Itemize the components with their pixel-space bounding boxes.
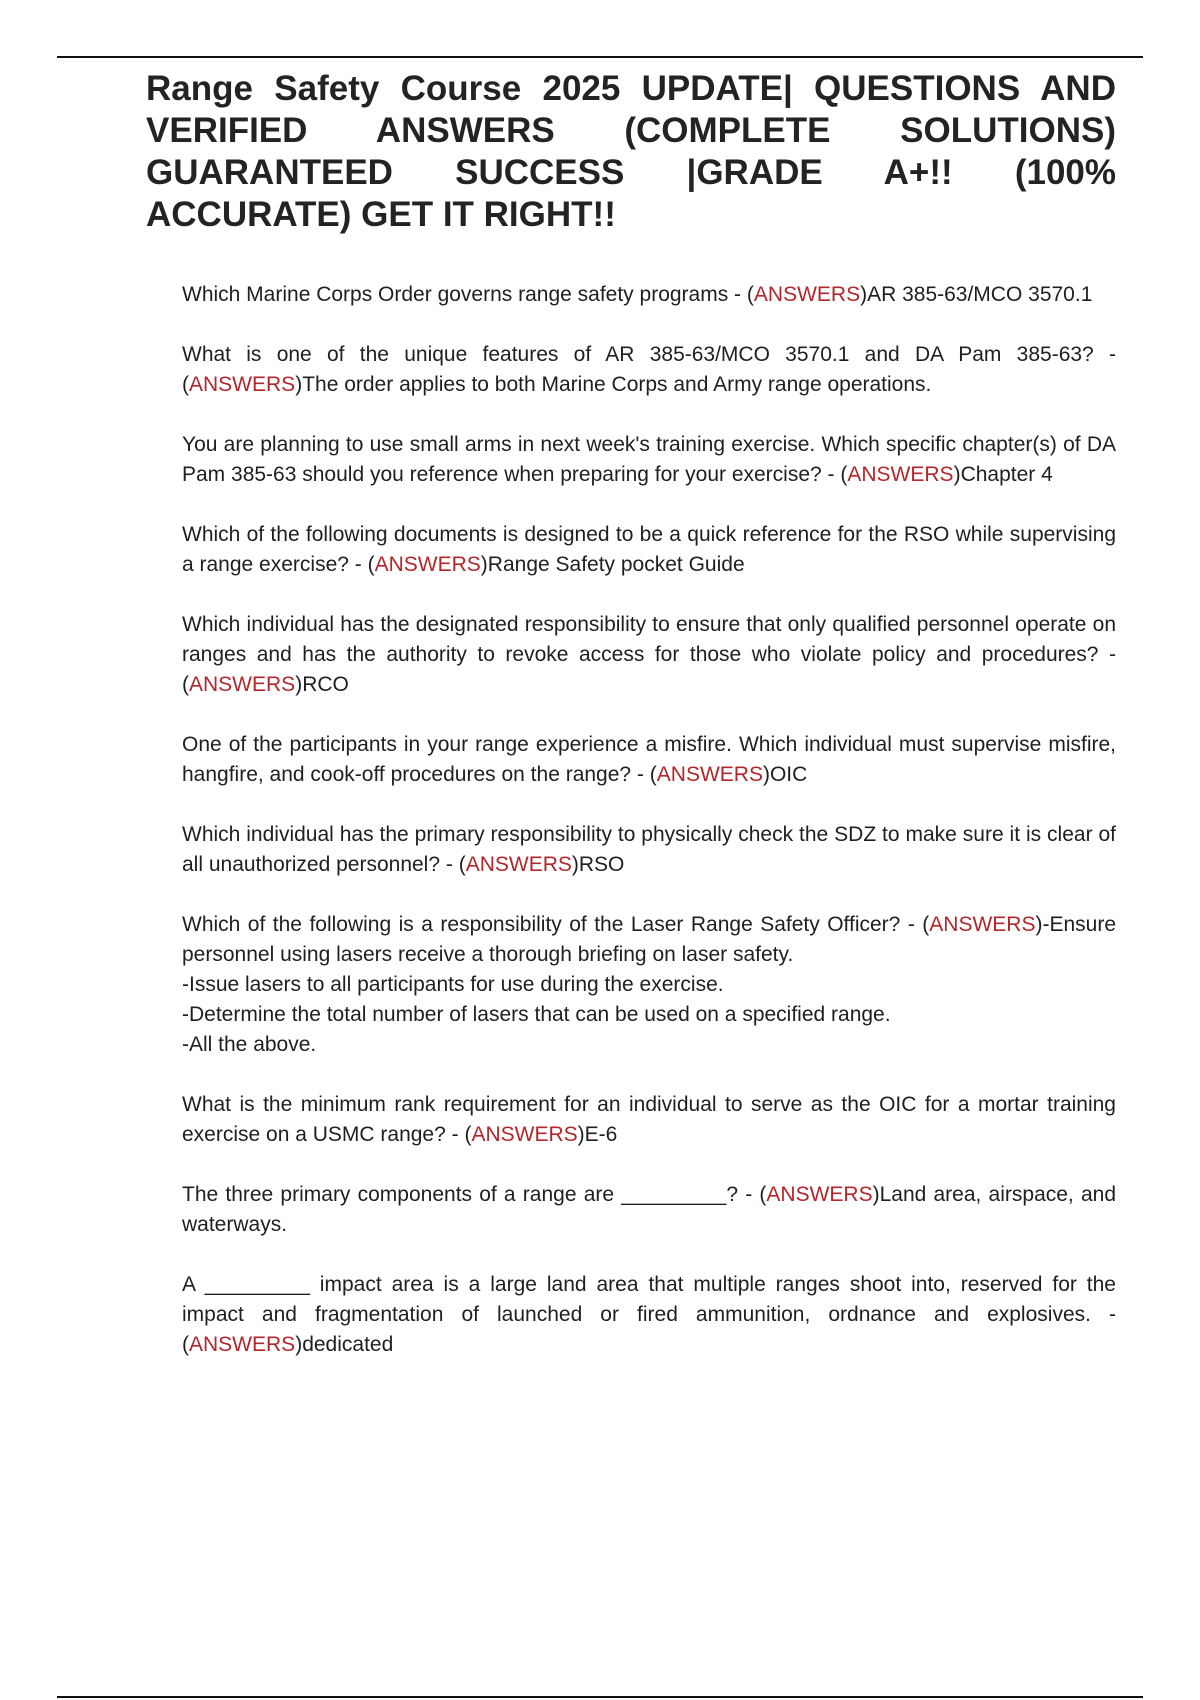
answer-text: dedicated — [302, 1333, 394, 1356]
answer-text: OIC — [769, 763, 808, 786]
answer-marker: (ANSWERS) — [649, 763, 770, 786]
answer-option: -All the above. — [182, 1033, 317, 1056]
qa-item — [182, 340, 1116, 400]
answer-label: ANSWERS — [189, 673, 296, 696]
document-title: Range Safety Course 2025 UPDATE| QUESTIONS AND VERIFIED ANSWERS (COMPLETE SOLUTIONS) GUARANTEED SUCCESS |GRADE A+!! (100% ACCURATE) GET IT RIGHT!! — [146, 69, 1116, 234]
question-text: You are planning to use small arms in next week's training exercise. Which specific chapter(s) of DA Pam 385-63 should you reference when preparing for your exercise? - — [182, 433, 1116, 486]
qa-item — [182, 1180, 1116, 1240]
qa-item — [182, 280, 1116, 310]
answer-label: ANSWERS — [189, 1333, 296, 1356]
answer-option: -Issue lasers to all participants for use during the exercise. — [182, 973, 724, 996]
question-text: Which individual has the primary responsibility to physically check the SDZ to make sure it is clear of all unauthorized personnel? - — [182, 823, 1116, 876]
answer-marker: (ANSWERS) — [759, 1183, 880, 1206]
question-text: Which of the following documents is designed to be a quick reference for the RSO while supervising a range exercise? - — [182, 523, 1116, 576]
answer-text: RSO — [578, 853, 625, 876]
answer-text: AR 385-63/MCO 3570.1 — [867, 283, 1093, 306]
answer-label: ANSWERS — [471, 1123, 578, 1146]
qa-item — [182, 610, 1116, 700]
question-text: A _________ impact area is a large land area that multiple ranges shoot into, reserved for the impact and fragmentation of launched or fired ammunition, ordnance and explosives. - — [182, 1273, 1116, 1326]
answer-label: ANSWERS — [929, 913, 1036, 936]
answer-marker: (ANSWERS) — [182, 1333, 303, 1356]
answer-label: ANSWERS — [656, 763, 763, 786]
answer-text: RCO — [302, 673, 349, 696]
answer-text: The order applies to both Marine Corps and Army range operations. — [302, 373, 932, 396]
question-text: The three primary components of a range are _________? - — [182, 1183, 760, 1206]
answer-label: ANSWERS — [753, 283, 861, 306]
answer-label: ANSWERS — [766, 1183, 873, 1206]
qa-item — [182, 1090, 1116, 1150]
bottom-rule — [57, 1696, 1143, 1698]
question-text: Which of the following is a responsibility of the Laser Range Safety Officer? - — [182, 913, 923, 936]
answer-marker: (ANSWERS) — [840, 463, 961, 486]
question-text: One of the participants in your range experience a misfire. Which individual must supervise misfire, hangfire, and cook-off procedures on the range? - — [182, 733, 1116, 786]
top-rule — [57, 56, 1143, 58]
answer-label: ANSWERS — [374, 553, 481, 576]
question-text: What is one of the unique features of AR 385-63/MCO 3570.1 and DA Pam 385-63? - — [182, 343, 1116, 366]
answer-marker: (ANSWERS) — [746, 283, 868, 306]
answer-label: ANSWERS — [847, 463, 954, 486]
qa-list — [182, 280, 1116, 1390]
answer-marker: (ANSWERS) — [182, 373, 303, 396]
qa-item — [182, 910, 1116, 1060]
question-text: What is the minimum rank requirement for an individual to serve as the OIC for a mortar training exercise on a USMC range? - — [182, 1093, 1116, 1146]
qa-item — [182, 430, 1116, 490]
answer-marker: (ANSWERS) — [458, 853, 579, 876]
answer-marker: (ANSWERS) — [922, 913, 1043, 936]
answer-text: Range Safety pocket Guide — [487, 553, 745, 576]
answer-label: ANSWERS — [189, 373, 296, 396]
answer-option: -Determine the total number of lasers that can be used on a specified range. — [182, 1003, 891, 1026]
qa-item — [182, 520, 1116, 580]
question-text: Which Marine Corps Order governs range safety programs - — [182, 283, 747, 306]
answer-text: Chapter 4 — [960, 463, 1053, 486]
question-text: Which individual has the designated responsibility to ensure that only qualified personnel operate on ranges and has the authority to revoke access for those who violate policy and procedures? - — [182, 613, 1116, 666]
answer-marker: (ANSWERS) — [464, 1123, 585, 1146]
answer-marker: (ANSWERS) — [367, 553, 488, 576]
answer-label: ANSWERS — [465, 853, 572, 876]
answer-text: E-6 — [584, 1123, 618, 1146]
answer-text: -Ensure personnel using lasers receive a thorough briefing on laser safety. — [182, 913, 1116, 966]
qa-item — [182, 820, 1116, 880]
qa-item — [182, 1270, 1116, 1360]
answer-marker: (ANSWERS) — [182, 673, 303, 696]
qa-item — [182, 730, 1116, 790]
answer-text: Land area, airspace, and waterways. — [182, 1183, 1116, 1236]
